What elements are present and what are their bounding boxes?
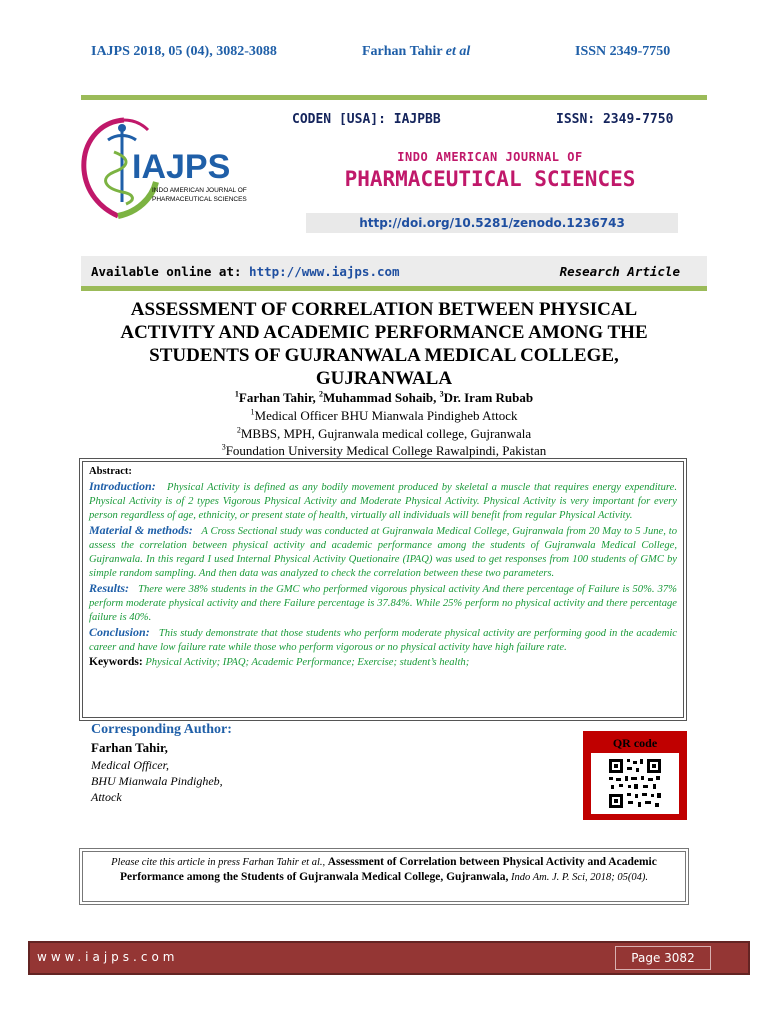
journal-logo xyxy=(78,112,258,222)
corresponding-line-3: Attock xyxy=(91,790,122,804)
article-type: Research Article xyxy=(559,264,680,279)
abstract-conclusion: Conclusion: This study demonstrate that those students who perform moderate physical activity are performing good in the academic career and have low failure rate while those who perform vigorous or no physical activity have high failure rate. xyxy=(89,625,678,653)
qr-code-icon[interactable] xyxy=(591,753,679,814)
affiliation-2: $^2$MBBS, MPH, Gujranwala medical college, Gujranwala xyxy=(236,425,532,441)
journal-name-line1: INDO AMERICAN JOURNAL OF xyxy=(397,150,583,164)
abstract-methods: Material & methods: A Cross Sectional study was conducted at Gujranwala Medical College, Gujranwala from 20 May to 5 June, to assess the correlation between physical activity and academic performance among the students of Gujranwala Medical College, Gujranwala. In this regard I used Internal Physical Activity Quetionaire (IPAQ) was used to get responses from 100 students of GMC by simple random sampling. And then data was analyzed to check the correlation between these two parameters. xyxy=(89,523,677,579)
running-author: Farhan Tahir et al xyxy=(362,44,471,59)
journal-url-link[interactable]: http://www.iajps.com xyxy=(249,264,400,279)
affiliation-3: $^3$Foundation University Medical College Rawalpindi, Pakistan xyxy=(221,442,547,458)
running-header xyxy=(0,44,768,64)
abstract-introduction: Introduction: Physical Activity is defined as any bodily movement produced by skeletal a muscle that requires energy expenditure. Physical Activity is of 2 types Vigorous Physical Activity and Moderate Physical Activity. Physical Activity is very important for every person regardless of age, ethnicity, or present state of health, virtually all individuals will benefit from regular Physical Activity. xyxy=(89,479,677,521)
corresponding-heading: Corresponding Author: xyxy=(91,722,232,737)
qr-label: QR code xyxy=(612,736,658,750)
abstract-results: Results: There were 38% students in the GMC who performed vigorous physical activity And there percentage of Failure is 50%. 37% perform moderate physical activity and there Failure percentage is 37.84%. While 25% perform no physical activity and there percentage failure is 40%. xyxy=(89,581,677,623)
journal-name-line2: PHARMACEUTICAL SCIENCES xyxy=(344,167,636,191)
running-citation: IAJPS 2018, 05 (04), 3082-3088 xyxy=(91,44,277,59)
article-title: ASSESSMENT OF CORRELATION BETWEEN PHYSICAL ACTIVITY AND ACADEMIC PERFORMANCE AMONG THE STUDENTS OF GUJRANWALA MEDICAL COLLEGE, GUJRANWALA xyxy=(120,299,648,389)
abstract-heading: Abstract: xyxy=(89,466,132,477)
svg-text:PHARMACEUTICAL SCIENCES: PHARMACEUTICAL SCIENCES xyxy=(152,196,247,203)
svg-text:INDO AMERICAN JOURNAL OF: INDO AMERICAN JOURNAL OF xyxy=(152,187,247,194)
qr-box xyxy=(583,731,687,820)
coden: CODEN [USA]: IAJPBB xyxy=(292,112,441,127)
masthead-divider xyxy=(81,286,707,291)
iajps-logo-icon xyxy=(78,112,258,222)
corresponding-name: Farhan Tahir, xyxy=(91,740,168,755)
abstract-keywords: Keywords: Physical Activity; IPAQ; Academic Performance; Exercise; student’s health; xyxy=(89,656,470,668)
doi-link[interactable]: http://doi.org/10.5281/zenodo.1236743 xyxy=(306,213,678,233)
top-divider xyxy=(81,95,707,100)
running-issn: ISSN 2349-7750 xyxy=(575,44,671,59)
footer-url-link[interactable]: www.iajps.com xyxy=(37,950,179,964)
corresponding-line-2: BHU Mianwala Pindigheb, xyxy=(91,774,223,788)
abstract-box xyxy=(82,461,684,718)
masthead-issn: ISSN: 2349-7750 xyxy=(556,112,674,127)
affiliation-1: $^1$Medical Officer BHU Mianwala Pindigheb Attock xyxy=(250,407,518,423)
svg-text:IAJPS: IAJPS xyxy=(132,148,231,186)
corresponding-line-1: Medical Officer, xyxy=(91,758,169,772)
available-online: Available online at: http://www.iajps.com xyxy=(91,264,400,279)
citation-box: Please cite this article in press Farhan Tahir et al., Assessment of Correlation between Physical Activity and Academic Performance among the Students of Gujranwala Medical College, Gujranwala, Indo Am. J. P. Sci, 2018; 05(04). xyxy=(82,851,686,902)
page-number: Page 3082 xyxy=(615,946,711,970)
author-list: $^1$Farhan Tahir, $^2$Muhammad Sohaib, $^3$Dr. Iram Rubab xyxy=(234,389,534,405)
